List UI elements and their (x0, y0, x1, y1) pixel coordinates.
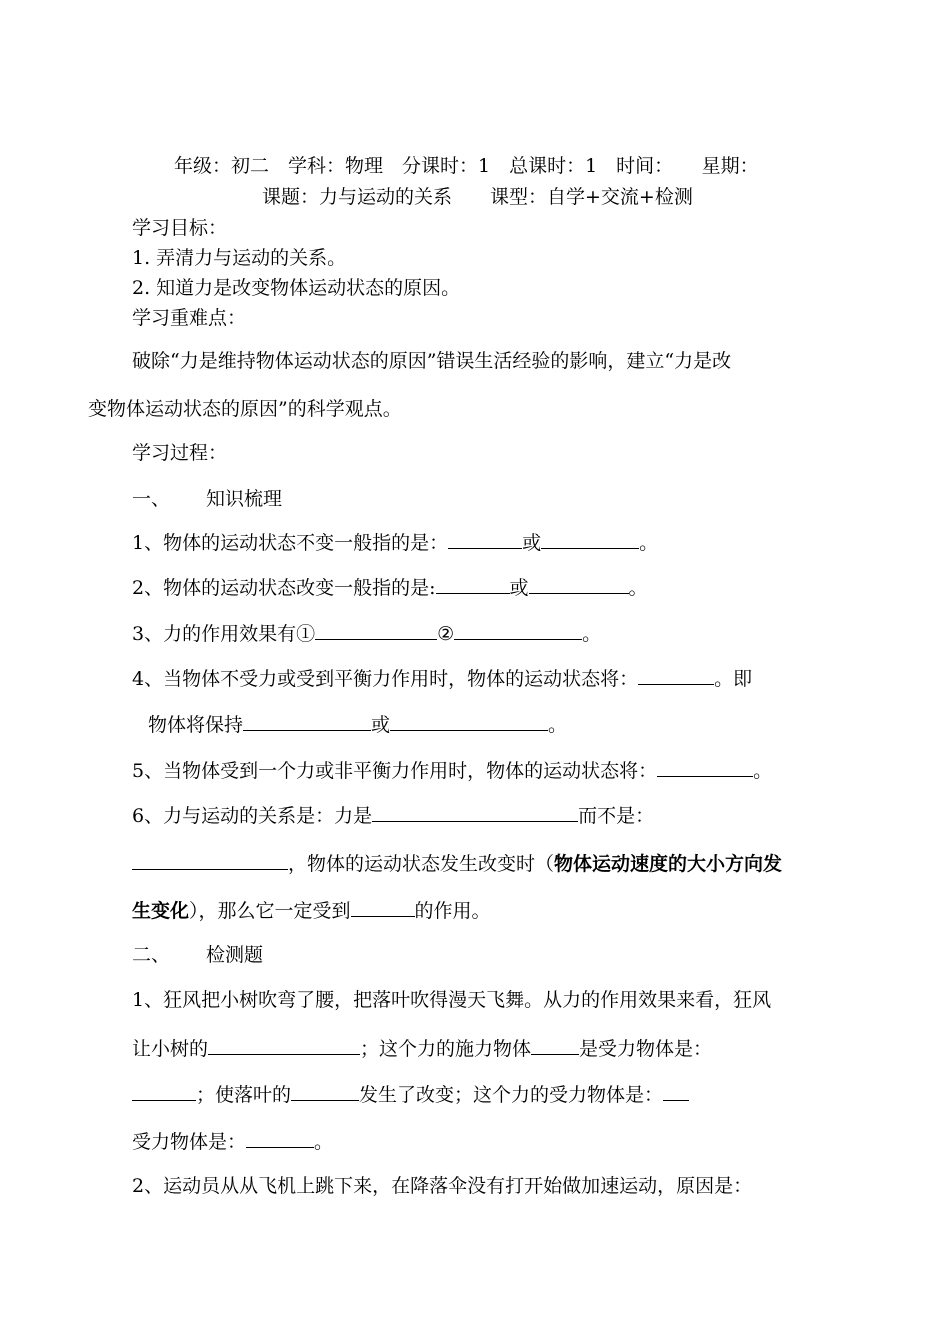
header-line-1: 年级：初二 学科：物理 分课时：1 总课时：1 时间： 星期： (174, 155, 759, 177)
question-2-1-cont: 让小树的 ；这个力的施力物体 是受力物体是： (132, 1038, 713, 1060)
answer-blank[interactable] (291, 1082, 359, 1101)
answer-blank[interactable] (531, 1036, 579, 1055)
section-2-title: 检测题 (206, 944, 264, 966)
answer-blank[interactable] (663, 1082, 689, 1101)
answer-blank[interactable] (657, 758, 753, 777)
header-line-2: 课题：力与运动的关系 课型：自学+交流+检测 (262, 186, 693, 208)
objective-item-2: 2. 知道力是改变物体运动状态的原因。 (132, 277, 461, 299)
question-1-3: 3、力的作用效果有① ② 。 (132, 623, 602, 645)
difficulty-heading: 学习重难点： (132, 307, 247, 329)
answer-blank[interactable] (448, 530, 522, 549)
question-1-6-cont: ，物体的运动状态发生改变时（物体运动速度的大小方向发 (132, 851, 782, 876)
question-1-6: 6、力与运动的关系是：力是 而不是： (132, 805, 655, 827)
answer-blank[interactable] (454, 621, 582, 640)
answer-blank[interactable] (132, 851, 288, 870)
emphasis-text: 生变化 (132, 900, 190, 922)
process-heading: 学习过程： (132, 442, 228, 464)
answer-blank[interactable] (372, 803, 578, 822)
section-1-heading (132, 487, 282, 511)
answer-blank[interactable] (132, 1082, 196, 1101)
answer-blank[interactable] (436, 575, 510, 594)
question-2-1-cont-2: ；使落叶的 发生了改变；这个力的受力物体是： (132, 1082, 689, 1107)
objectives-heading: 学习目标： (132, 217, 228, 239)
question-1-5: 5、当物体受到一个力或非平衡力作用时，物体的运动状态将： 。 (132, 760, 773, 782)
answer-blank[interactable] (246, 1129, 314, 1148)
answer-blank[interactable] (315, 621, 437, 640)
question-2-2: 2、运动员从从飞机上跳下来，在降落伞没有打开始做加速运动，原因是： (132, 1175, 753, 1197)
answer-blank[interactable] (351, 898, 415, 917)
question-2-1: 1、狂风把小树吹弯了腰，把落叶吹得漫天飞舞。从力的作用效果来看，狂风 (132, 989, 772, 1011)
difficulty-text-line-2: 变物体运动状态的原因”的科学观点。 (88, 398, 402, 420)
difficulty-text-line-1: 破除“力是维持物体运动状态的原因”错误生活经验的影响，建立“力是改 (132, 350, 732, 372)
question-1-4: 4、当物体不受力或受到平衡力作用时，物体的运动状态将： 。即 (132, 668, 753, 690)
question-1-1: 1、物体的运动状态不变一般指的是： 或 。 (132, 532, 659, 554)
section-2-heading (132, 943, 263, 967)
answer-blank[interactable] (208, 1036, 360, 1055)
answer-blank[interactable] (243, 712, 371, 731)
emphasis-text: 物体运动速度的大小方向发 (554, 853, 783, 875)
question-1-6-cont-2: 生变化），那么它一定受到 的作用。 (132, 900, 491, 922)
answer-blank[interactable] (638, 666, 714, 685)
answer-blank[interactable] (529, 575, 629, 594)
answer-blank[interactable] (390, 712, 548, 731)
objective-item-1: 1. 弄清力与运动的关系。 (132, 247, 347, 269)
question-1-4-cont: 物体将保持 或 。 (148, 714, 568, 736)
section-1-title: 知识梳理 (206, 488, 283, 510)
question-1-2: 2、物体的运动状态改变一般指的是: 或 。 (132, 577, 648, 599)
section-1-number: 一、 (132, 488, 171, 510)
answer-blank[interactable] (541, 530, 639, 549)
question-2-1-cont-3: 受力物体是： 。 (132, 1131, 334, 1153)
section-2-number: 二、 (132, 944, 171, 966)
